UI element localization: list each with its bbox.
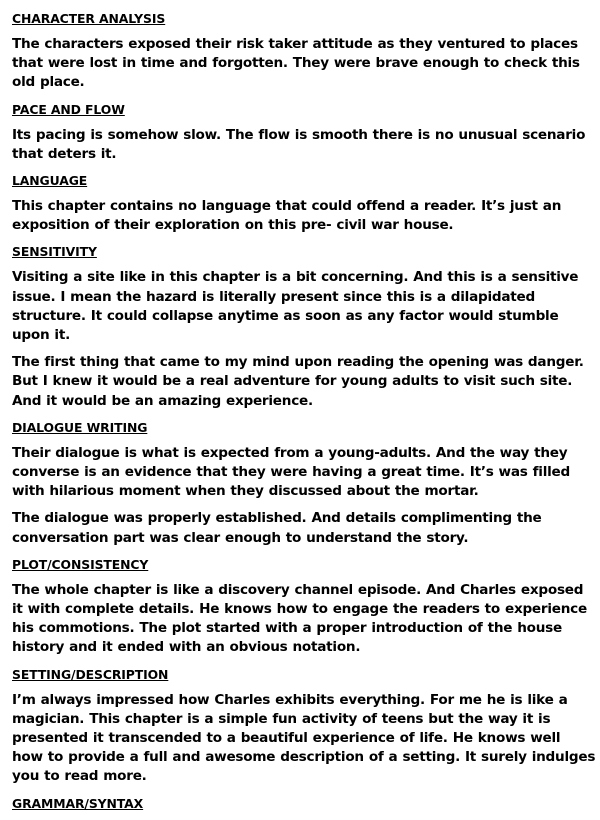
section-paragraph: The first thing that came to my mind upon reading the opening was danger. But I knew it would be a real adventure for young adults to visit such site. And it would be an amazing experience. xyxy=(12,354,584,409)
section-setting-description xyxy=(12,666,596,787)
section-sensitivity xyxy=(12,243,596,410)
section-paragraph: Their dialogue is what is expected from a young-adults. And the way they converse is an evidence that they were having a great time. It’s was filled with hilarious moment when they discussed about the mortar. xyxy=(12,444,570,500)
section-heading: CHARACTER ANALYSIS xyxy=(12,11,166,26)
section-heading: GRAMMAR/SYNTAX xyxy=(12,795,144,811)
section-paragraph: Visiting a site like in this chapter is a bit concerning. And this is a sensitive issue. I mean the hazard is literally present since this is a dilapidated structure. It could collapse anytime as soon as any factor would stumble upon it. xyxy=(12,269,579,344)
section-heading: LANGUAGE xyxy=(12,173,88,189)
section-heading: DIALOGUE WRITING xyxy=(12,419,148,435)
section-heading: PACE AND FLOW xyxy=(12,101,125,117)
section-paragraph: The characters exposed their risk taker attitude as they ventured to places that were lost in time and forgotten. They were brave enough to check this old place. xyxy=(12,36,580,91)
review-document xyxy=(12,10,596,820)
section-paragraph: I’m always impressed how Charles exhibits everything. For me he is like a magician. This chapter is a simple fun activity of teens but the way it is presented it transcended to a beautiful experience of life. He knows well how to provide a full and awesome description of a setting. It surely indulges you to read more. xyxy=(12,691,596,785)
section-character-analysis xyxy=(12,10,596,93)
section-heading: PLOT/CONSISTENCY xyxy=(12,556,149,572)
section-paragraph: This chapter contains no language that could offend a reader. It’s just an exposition of their exploration on this pre- civil war house. xyxy=(12,198,562,234)
section-language xyxy=(12,172,596,235)
section-heading: SETTING/DESCRIPTION xyxy=(12,666,169,682)
section-pace-and-flow xyxy=(12,101,596,164)
section-paragraph: Its pacing is somehow slow. The flow is smooth there is no unusual scenario that deters it. xyxy=(12,126,586,162)
section-heading: SENSITIVITY xyxy=(12,244,97,260)
section-dialogue-writing xyxy=(12,419,596,548)
section-grammar-syntax xyxy=(12,795,596,812)
section-paragraph: The whole chapter is like a discovery channel episode. And Charles exposed it with complete details. He knows how to engage the readers to experience his commotions. The plot started with a proper introduction of the house history and it ended with an obvious notation. xyxy=(12,581,587,656)
section-paragraph: The dialogue was properly established. And details complimenting the conversation part was clear enough to understand the story. xyxy=(12,510,542,546)
section-plot-consistency xyxy=(12,556,596,658)
